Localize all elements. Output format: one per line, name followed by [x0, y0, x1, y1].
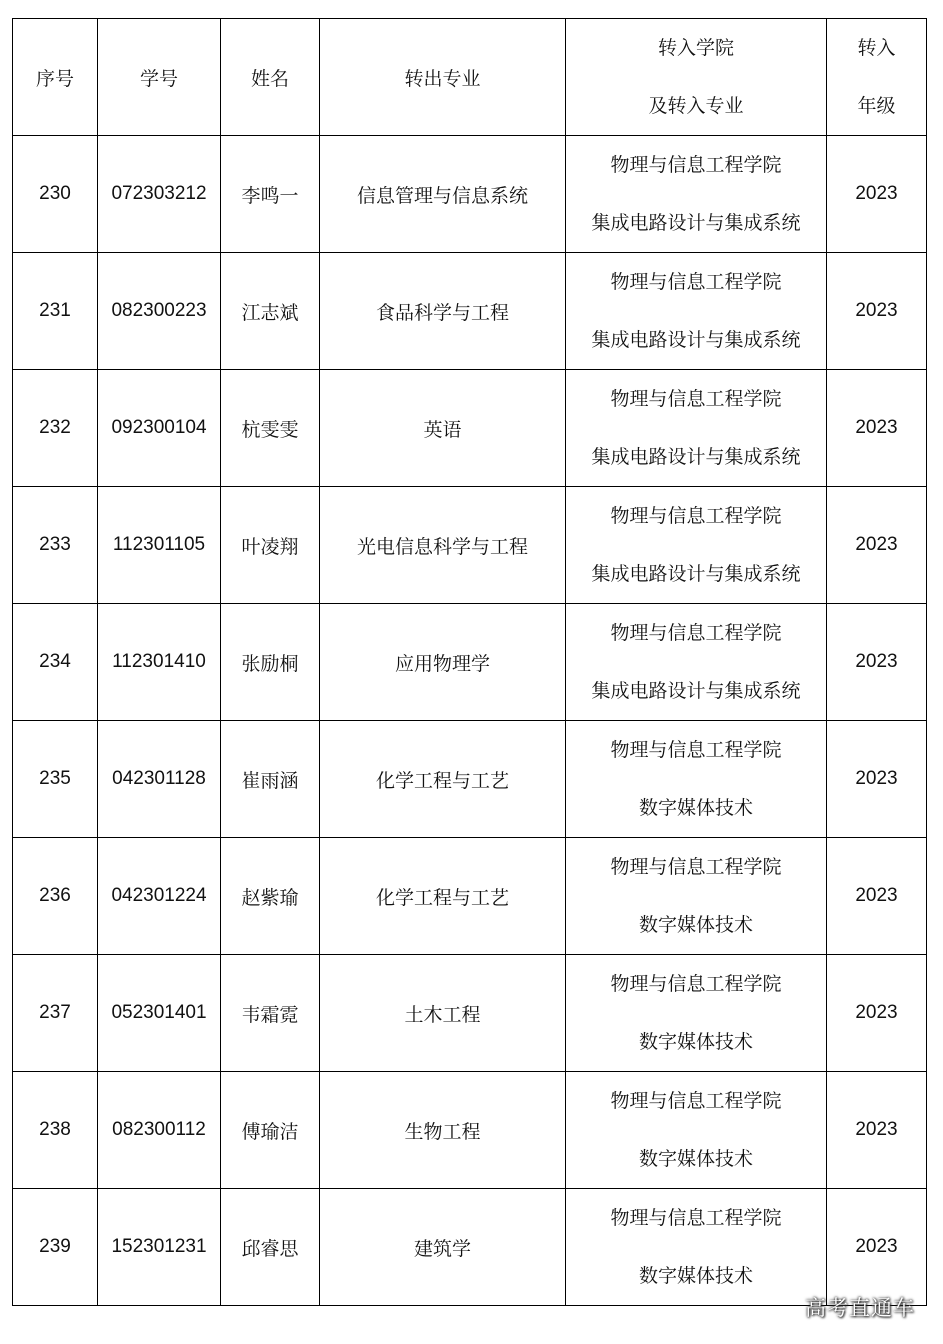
- cell-to-major: 集成电路设计与集成系统: [591, 329, 801, 351]
- table-row: [13, 721, 927, 838]
- cell-to-college: 物理与信息工程学院: [610, 1090, 782, 1112]
- cell-grade: 2023: [827, 838, 927, 955]
- cell-to-college-major: [566, 253, 827, 370]
- cell-grade: 2023: [827, 721, 927, 838]
- cell-to-college-major: [566, 838, 827, 955]
- cell-to-college-major: [566, 1072, 827, 1189]
- cell-grade: 2023: [827, 955, 927, 1072]
- cell-to-major: 数字媒体技术: [638, 1265, 753, 1287]
- cell-name: 江志斌: [221, 253, 320, 370]
- cell-name: 傅瑜洁: [221, 1072, 320, 1189]
- cell-name: 叶凌翔: [221, 487, 320, 604]
- cell-to-major: 集成电路设计与集成系统: [591, 680, 801, 702]
- cell-to-college-major: [566, 370, 827, 487]
- cell-name: 李鸣一: [221, 136, 320, 253]
- header-grade: [827, 19, 927, 136]
- cell-from-major: 生物工程: [320, 1072, 566, 1189]
- cell-from-major: 化学工程与工艺: [320, 721, 566, 838]
- header-seq: 序号: [13, 19, 98, 136]
- cell-to-college-major: [566, 721, 827, 838]
- cell-to-college: 物理与信息工程学院: [610, 154, 782, 176]
- cell-student-id: 112301410: [98, 604, 221, 721]
- cell-to-college-major: [566, 955, 827, 1072]
- cell-seq: 231: [13, 253, 98, 370]
- table-row: [13, 1189, 927, 1306]
- cell-seq: 238: [13, 1072, 98, 1189]
- cell-to-college: 物理与信息工程学院: [610, 973, 782, 995]
- cell-seq: 236: [13, 838, 98, 955]
- table-row: [13, 955, 927, 1072]
- cell-to-college: 物理与信息工程学院: [610, 271, 782, 293]
- cell-grade: 2023: [827, 1189, 927, 1306]
- header-row: [13, 19, 927, 136]
- cell-seq: 230: [13, 136, 98, 253]
- cell-from-major: 土木工程: [320, 955, 566, 1072]
- cell-to-college: 物理与信息工程学院: [610, 388, 782, 410]
- cell-seq: 233: [13, 487, 98, 604]
- cell-to-college: 物理与信息工程学院: [610, 622, 782, 644]
- table-row: [13, 370, 927, 487]
- table-row: [13, 1072, 927, 1189]
- cell-to-major: 集成电路设计与集成系统: [591, 212, 801, 234]
- cell-name: 张励桐: [221, 604, 320, 721]
- cell-grade: 2023: [827, 253, 927, 370]
- cell-seq: 235: [13, 721, 98, 838]
- cell-to-college: 物理与信息工程学院: [610, 505, 782, 527]
- cell-student-id: 042301224: [98, 838, 221, 955]
- cell-grade: 2023: [827, 1072, 927, 1189]
- header-to-college-line2: 及转入专业: [648, 95, 744, 117]
- cell-name: 韦霜霓: [221, 955, 320, 1072]
- cell-seq: 232: [13, 370, 98, 487]
- cell-from-major: 光电信息科学与工程: [320, 487, 566, 604]
- table-row: [13, 604, 927, 721]
- header-student-id: 学号: [98, 19, 221, 136]
- cell-to-college-major: [566, 604, 827, 721]
- cell-to-college: 物理与信息工程学院: [610, 739, 782, 761]
- cell-student-id: 052301401: [98, 955, 221, 1072]
- cell-name: 杭雯雯: [221, 370, 320, 487]
- table-row: [13, 253, 927, 370]
- cell-from-major: 信息管理与信息系统: [320, 136, 566, 253]
- cell-to-major: 数字媒体技术: [638, 1148, 753, 1170]
- cell-grade: 2023: [827, 136, 927, 253]
- table-row: [13, 487, 927, 604]
- cell-from-major: 化学工程与工艺: [320, 838, 566, 955]
- cell-from-major: 应用物理学: [320, 604, 566, 721]
- cell-to-major: 集成电路设计与集成系统: [591, 563, 801, 585]
- cell-to-major: 数字媒体技术: [638, 797, 753, 819]
- cell-seq: 234: [13, 604, 98, 721]
- cell-student-id: 072303212: [98, 136, 221, 253]
- cell-to-college-major: [566, 487, 827, 604]
- table-row: [13, 136, 927, 253]
- cell-seq: 239: [13, 1189, 98, 1306]
- cell-to-major: 数字媒体技术: [638, 1031, 753, 1053]
- watermark-text: 高考直通车: [805, 1296, 915, 1320]
- cell-name: 崔雨涵: [221, 721, 320, 838]
- cell-student-id: 042301128: [98, 721, 221, 838]
- cell-student-id: 152301231: [98, 1189, 221, 1306]
- transfer-roster-table: [12, 18, 927, 1306]
- cell-from-major: 食品科学与工程: [320, 253, 566, 370]
- cell-grade: 2023: [827, 370, 927, 487]
- cell-student-id: 082300112: [98, 1072, 221, 1189]
- cell-from-major: 英语: [320, 370, 566, 487]
- cell-student-id: 112301105: [98, 487, 221, 604]
- cell-seq: 237: [13, 955, 98, 1072]
- cell-to-college-major: [566, 1189, 827, 1306]
- table-body: [13, 136, 927, 1306]
- cell-grade: 2023: [827, 487, 927, 604]
- header-to-college: [566, 19, 827, 136]
- cell-to-college: 物理与信息工程学院: [610, 1207, 782, 1229]
- cell-student-id: 092300104: [98, 370, 221, 487]
- cell-to-college-major: [566, 136, 827, 253]
- cell-to-college: 物理与信息工程学院: [610, 856, 782, 878]
- table-row: [13, 838, 927, 955]
- header-to-college-line1: 转入学院: [657, 37, 734, 59]
- cell-student-id: 082300223: [98, 253, 221, 370]
- cell-grade: 2023: [827, 604, 927, 721]
- cell-name: 邱睿思: [221, 1189, 320, 1306]
- cell-to-major: 数字媒体技术: [638, 914, 753, 936]
- cell-from-major: 建筑学: [320, 1189, 566, 1306]
- header-grade-line2: 年级: [857, 95, 896, 117]
- header-name: 姓名: [221, 19, 320, 136]
- header-grade-line1: 转入: [857, 37, 896, 59]
- header-from-major: 转出专业: [320, 19, 566, 136]
- cell-name: 赵紫瑜: [221, 838, 320, 955]
- table-header: [13, 19, 927, 136]
- cell-to-major: 集成电路设计与集成系统: [591, 446, 801, 468]
